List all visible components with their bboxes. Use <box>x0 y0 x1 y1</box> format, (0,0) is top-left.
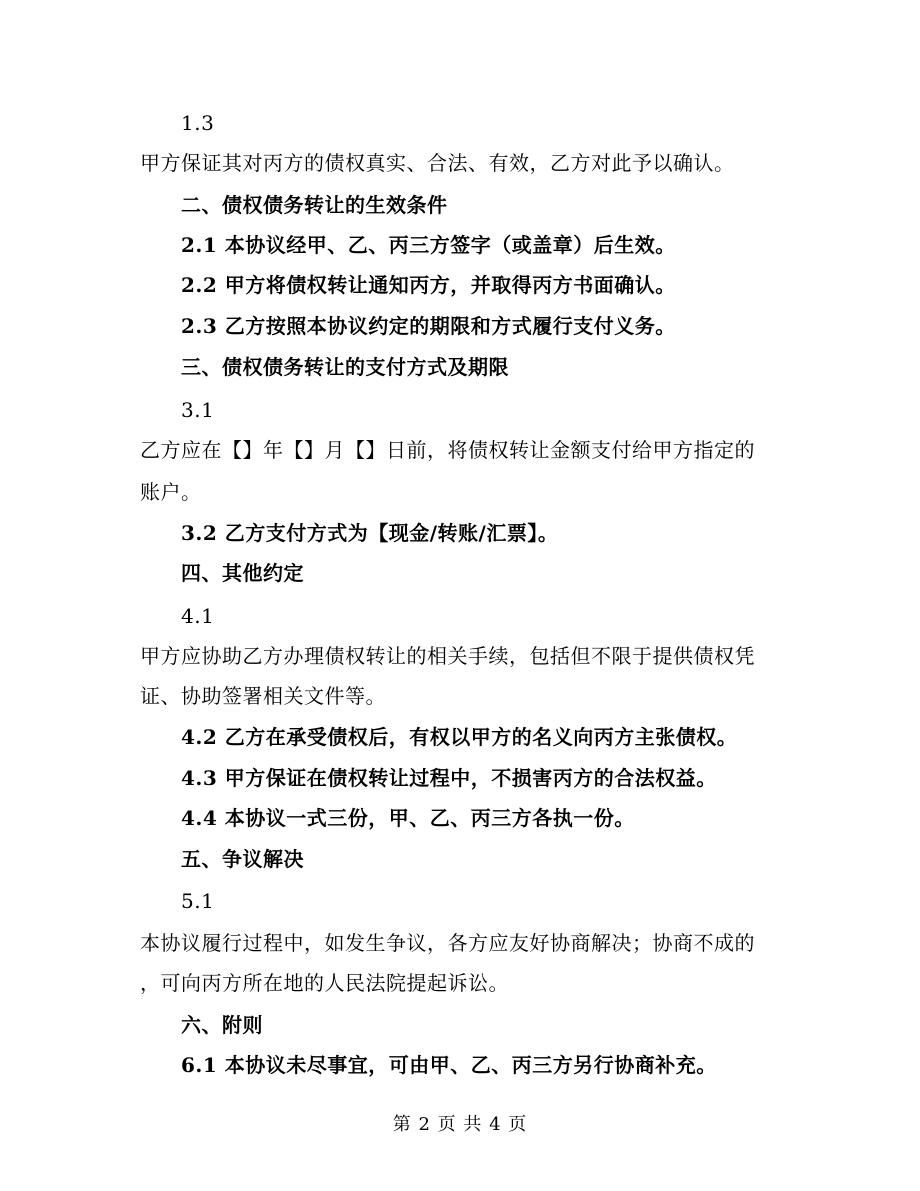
clause-number: 1.3 <box>181 111 215 135</box>
section-heading: 三、债权债务转让的支付方式及期限 <box>181 355 509 379</box>
clause-number: 3.1 <box>181 398 215 422</box>
paragraph-text: ，可向丙方所在地的人民法院提起诉讼。 <box>140 971 509 995</box>
paragraph-text: 甲方应协助乙方办理债权转让的相关手续，包括但不限于提供债权凭 <box>140 644 755 668</box>
clause-text: 6.1 本协议未尽事宜，可由甲、乙、丙三方另行协商补充。 <box>181 1053 717 1077</box>
page-footer: 第 2 页 共 4 页 <box>392 1114 528 1135</box>
clause-text: 4.4 本协议一式三份，甲、乙、丙三方各执一份。 <box>181 806 635 830</box>
clause-text: 4.2 乙方在承受债权后，有权以甲方的名义向丙方主张债权。 <box>181 725 738 749</box>
section-heading: 二、债权债务转让的生效条件 <box>181 193 448 217</box>
clause-number: 5.1 <box>181 889 215 913</box>
section-heading: 四、其他约定 <box>181 561 304 585</box>
clause-text: 2.1 本协议经甲、乙、丙三方签字（或盖章）后生效。 <box>181 233 676 257</box>
paragraph-text: 甲方保证其对丙方的债权真实、合法、有效，乙方对此予以确认。 <box>140 151 735 175</box>
clause-text: 2.2 甲方将债权转让通知丙方，并取得丙方书面确认。 <box>181 273 676 297</box>
clause-text: 4.3 甲方保证在债权转让过程中，不损害丙方的合法权益。 <box>181 766 717 790</box>
clause-text: 2.3 乙方按照本协议约定的期限和方式履行支付义务。 <box>181 314 676 338</box>
section-heading: 六、附则 <box>181 1013 263 1037</box>
section-heading: 五、争议解决 <box>181 847 304 871</box>
paragraph-text: 乙方应在【】年【】月【】日前，将债权转让金额支付给甲方指定的 <box>140 438 755 462</box>
paragraph-text: 证、协助签署相关文件等。 <box>140 684 386 708</box>
clause-number: 4.1 <box>181 604 215 628</box>
clause-text: 3.2 乙方支付方式为【现金/转账/汇票】。 <box>181 521 559 545</box>
paragraph-text: 账户。 <box>140 480 202 504</box>
paragraph-text: 本协议履行过程中，如发生争议，各方应友好协商解决；协商不成的 <box>140 931 755 955</box>
